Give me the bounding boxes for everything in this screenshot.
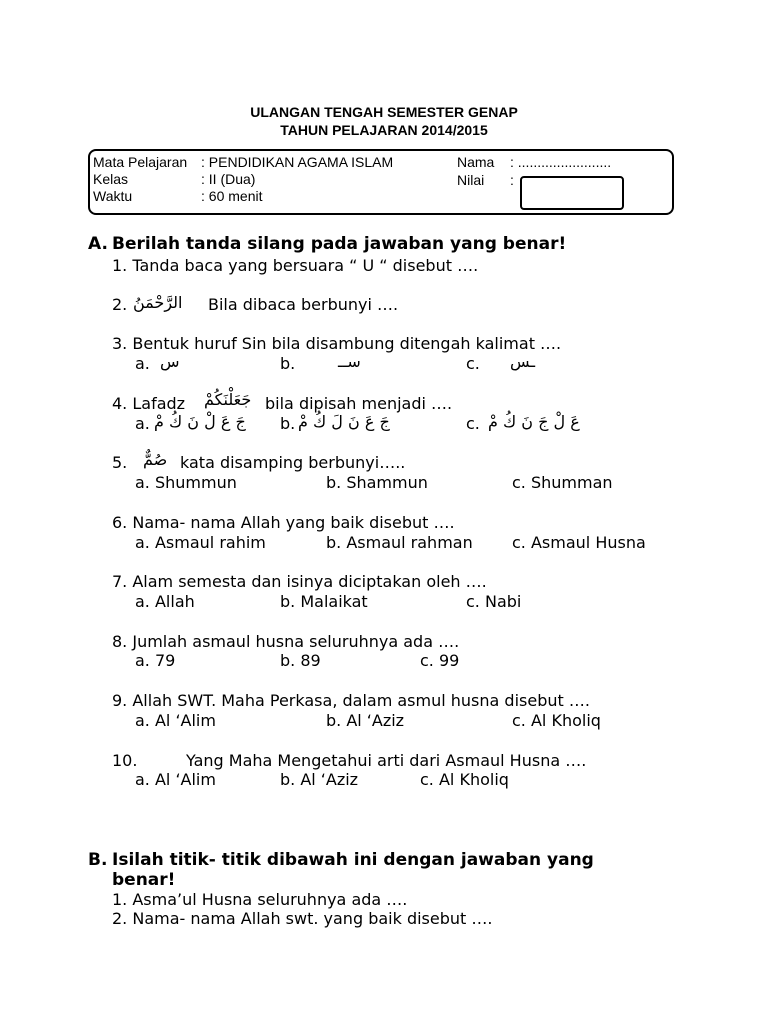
name-value: : ........................ <box>510 154 612 170</box>
q6-option-c: c. Asmaul Husna <box>512 533 646 552</box>
question-1: 1. Tanda baca yang bersuara “ U “ disebut …. <box>112 256 479 275</box>
question-10-number: 10. <box>112 751 138 770</box>
score-value: : <box>510 172 514 188</box>
class-value: : II (Dua) <box>201 171 256 187</box>
q4-option-c-label: c. <box>466 414 480 433</box>
question-7: 7. Alam semesta dan isinya diciptakan oleh …. <box>112 572 487 591</box>
section-b-instruction: Isilah titik- titik dibawah ini dengan jawaban yang <box>112 850 594 870</box>
exam-year: TAHUN PELAJARAN 2014/2015 <box>280 122 488 138</box>
question-5-number: 5. <box>112 453 128 472</box>
subject-label: Mata Pelajaran <box>93 154 188 170</box>
q3-option-b-label: b. <box>280 354 296 373</box>
q5-option-c: c. Shumman <box>512 473 613 492</box>
q9-option-c: c. Al Kholiq <box>512 711 601 730</box>
class-label: Kelas <box>93 171 129 187</box>
q9-option-a: a. Al ‘Alim <box>135 711 216 730</box>
q5-option-a: a. Shummun <box>135 473 237 492</box>
question-2-text: Bila dibaca berbunyi …. <box>208 295 399 314</box>
q4-option-a-label: a. <box>135 414 150 433</box>
exam-title: ULANGAN TENGAH SEMESTER GENAP <box>250 104 518 120</box>
name-label: Nama <box>457 154 495 170</box>
q7-option-c: c. Nabi <box>466 592 522 611</box>
q4-option-b-label: b. <box>280 414 296 433</box>
section-b-letter: B. <box>88 850 108 870</box>
q3-option-a-arabic: س <box>160 352 180 371</box>
section-b-question-2: 2. Nama- nama Allah swt. yang baik disebut …. <box>112 909 493 928</box>
q4-option-b-arabic: جَ عَ نَ لَ كُ مْ <box>298 412 390 431</box>
question-6: 6. Nama- nama Allah yang baik disebut …. <box>112 513 455 532</box>
question-4-suffix: bila dipisah menjadi …. <box>265 394 453 413</box>
question-5-arabic: صُمٌّ <box>143 450 168 469</box>
section-b-instruction-cont: benar! <box>112 870 176 890</box>
q3-option-c-label: c. <box>466 354 480 373</box>
question-3: 3. Bentuk huruf Sin bila disambung ditengah kalimat …. <box>112 334 562 353</box>
section-a-letter: A. <box>88 234 108 254</box>
question-4-arabic: جَعَلْنَكُمْ <box>204 390 252 409</box>
q4-option-a-arabic: جَ عَ لْ نَ كُ مْ <box>154 412 246 431</box>
question-10-text: Yang Maha Mengetahui arti dari Asmaul Husna …. <box>186 751 587 770</box>
question-5-text: kata disamping berbunyi….. <box>180 453 406 472</box>
q7-option-a: a. Allah <box>135 592 195 611</box>
question-4-prefix: 4. Lafadz <box>112 394 186 413</box>
section-a-instruction: Berilah tanda silang pada jawaban yang benar! <box>112 234 567 254</box>
q10-option-a: a. Al ‘Alim <box>135 770 216 789</box>
score-box <box>520 176 624 210</box>
question-2-arabic: الرَّحْمَنُ <box>133 293 183 312</box>
section-b-question-1: 1. Asma’ul Husna seluruhnya ada …. <box>112 890 408 909</box>
q4-option-c-arabic: عَ لْ جَ نَ كُ مْ <box>488 412 580 431</box>
q9-option-b: b. Al ‘Aziz <box>326 711 405 730</box>
q7-option-b: b. Malaikat <box>280 592 368 611</box>
q10-option-b: b. Al ‘Aziz <box>280 770 359 789</box>
q6-option-a: a. Asmaul rahim <box>135 533 266 552</box>
q8-option-c: c. 99 <box>420 651 460 670</box>
q6-option-b: b. Asmaul rahman <box>326 533 473 552</box>
q3-option-a-label: a. <box>135 354 150 373</box>
q3-option-c-arabic: ـس <box>510 352 536 371</box>
question-2-number: 2. <box>112 295 128 314</box>
subject-value: : PENDIDIKAN AGAMA ISLAM <box>201 154 394 170</box>
question-9: 9. Allah SWT. Maha Perkasa, dalam asmul husna disebut …. <box>112 691 590 710</box>
time-label: Waktu <box>93 188 133 204</box>
q8-option-a: a. 79 <box>135 651 176 670</box>
q5-option-b: b. Shammun <box>326 473 428 492</box>
q8-option-b: b. 89 <box>280 651 321 670</box>
question-8: 8. Jumlah asmaul husna seluruhnya ada …. <box>112 632 460 651</box>
time-value: : 60 menit <box>201 188 263 204</box>
score-label: Nilai <box>457 172 485 188</box>
q3-option-b-arabic: ســ <box>338 352 361 371</box>
q10-option-c: c. Al Kholiq <box>420 770 509 789</box>
